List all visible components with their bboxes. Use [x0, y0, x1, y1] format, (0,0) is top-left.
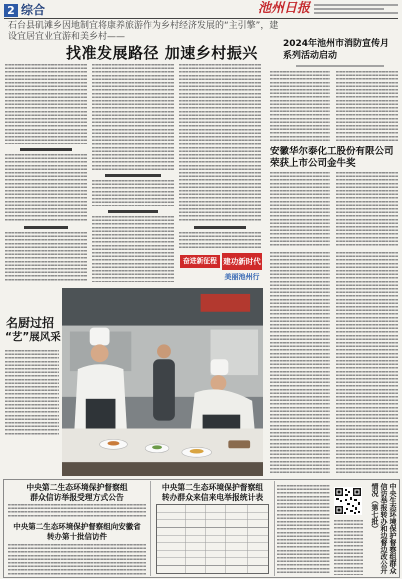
company-story-headline-line: 荣获上市公司金牛奖 — [270, 158, 356, 169]
article-subhead — [105, 174, 161, 177]
notice-body-text — [277, 485, 330, 575]
issue-info-text — [314, 8, 384, 10]
article-body-text — [92, 64, 174, 170]
issue-info-text — [314, 4, 398, 6]
article-body-text — [270, 172, 330, 246]
notice-body-text — [8, 544, 146, 575]
notice-body-text — [334, 520, 363, 575]
photo-caption-text — [5, 350, 59, 436]
article-body-text — [5, 64, 87, 144]
article-subhead — [20, 148, 72, 151]
article-body-text — [5, 232, 87, 282]
fire-story-headline-line: 系列活动启动 — [283, 51, 338, 61]
company-story-headline-line: 安徽华尔泰化工股份有限公司 — [270, 146, 394, 157]
complaint-statistics-title — [153, 483, 272, 502]
article-body-text — [270, 71, 330, 141]
fire-story-headline — [283, 38, 398, 62]
article-subhead — [24, 226, 68, 229]
complaint-announcement-title — [6, 483, 148, 502]
article-body-text — [179, 64, 261, 222]
lead-story-headline: 找准发展路径 加速乡村振兴 — [66, 44, 258, 62]
tenth-batch-title — [6, 522, 148, 541]
section-title: 综合 — [21, 3, 46, 17]
masthead-logo: 池州日报 — [258, 1, 311, 16]
lead-story-kicker: 石台县矶滩乡因地制宜将康养旅游作为乡村经济发展的“主引擎”，建设宜居宜业宜游和美乡村—— — [8, 21, 279, 42]
article-body-text — [179, 232, 261, 250]
fire-story-subtitle — [296, 65, 384, 67]
notice-title-line: 中央第二生态环境保护督察组 — [161, 483, 264, 492]
article-body-text — [336, 252, 398, 474]
header-divider — [4, 18, 398, 19]
notice-body-text — [8, 504, 146, 518]
rectification-list-title: 中央生态环境保护督察组群众信访举报转办和边督边改公开情况（第七批） — [371, 483, 397, 574]
article-body-text — [270, 252, 330, 474]
article-body-text — [92, 216, 174, 282]
notice-title-line: 中央第二生态环境保护督察组向安徽省 — [13, 522, 141, 531]
article-subhead — [194, 226, 246, 229]
counter-front — [62, 462, 263, 476]
column-badge-tab: 奋进新征程 — [180, 255, 220, 268]
fire-story-headline-line: 2024年池州市消防宣传月 — [283, 39, 390, 49]
issue-info-text — [314, 12, 398, 14]
article-body-text — [336, 172, 398, 246]
chef-competition-photo — [62, 288, 263, 476]
column-badge-subtitle: 美丽池州行 — [224, 273, 260, 281]
notice-title-line: 转办群众来信来电举报统计表 — [161, 492, 264, 502]
complaint-statistics-table — [156, 504, 269, 574]
notices-divider — [274, 481, 275, 576]
notices-divider — [150, 481, 151, 576]
photo-story-title: 名厨过招 — [6, 316, 55, 330]
red-banner — [201, 294, 251, 312]
page-number-badge: 2 — [4, 4, 18, 17]
article-subhead — [108, 210, 158, 213]
notice-title-line: 群众信访举报受理方式公告 — [30, 492, 124, 502]
notice-title-line: 转办第十批信访件 — [47, 531, 107, 541]
company-story-headline — [270, 146, 398, 170]
column-badge-title: 建功新时代 — [222, 253, 262, 270]
photo-story-title: “艺”展风采 — [5, 331, 61, 343]
article-body-text — [336, 71, 398, 141]
qr-code — [334, 487, 362, 515]
article-body-text — [92, 180, 174, 206]
article-body-text — [5, 154, 87, 222]
notice-title-line: 中央第二生态环境保护督察组 — [26, 483, 128, 492]
